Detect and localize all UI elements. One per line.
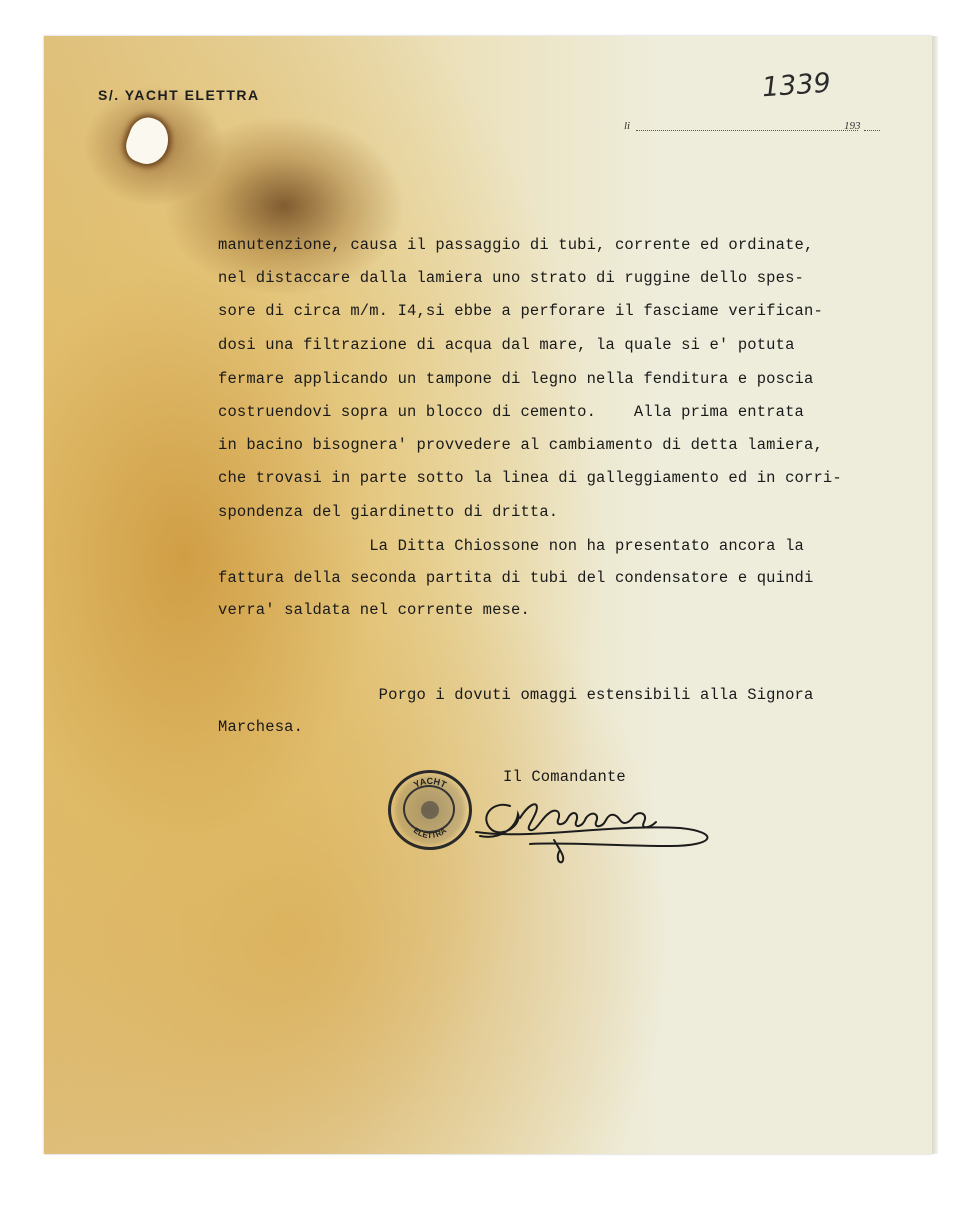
svg-text:YACHT [412, 776, 448, 790]
date-year-label: 193 [844, 120, 861, 132]
stamp-bottom-text: ELETTRA [411, 825, 449, 841]
burn-hole [121, 113, 174, 170]
closing-line: Marchesa. [218, 718, 304, 736]
signature-title: Il Comandante [503, 768, 626, 786]
stamp-top-text: YACHT [412, 775, 448, 790]
body-line: nel distaccare dalla lamiera uno strato di ruggine dello spes- [218, 269, 804, 287]
stamp-text [391, 773, 469, 847]
body-line: La Ditta Chiossone non ha presentato ancora la [218, 537, 804, 555]
date-line [624, 120, 884, 136]
handwritten-signature [470, 788, 720, 868]
body-line: verra' saldata nel corrente mese. [218, 601, 530, 619]
body-line: che trovasi in parte sotto la linea di galleggiamento ed in corri- [218, 469, 842, 487]
body-line: manutenzione, causa il passaggio di tubi, corrente ed ordinate, [218, 236, 814, 254]
svg-text:ELETTRA [412, 826, 448, 840]
date-dotted-line-end [864, 130, 880, 131]
yacht-stamp [388, 770, 472, 850]
archive-number: 1339 [761, 67, 832, 104]
body-line: spondenza del giardinetto di dritta. [218, 503, 559, 521]
letter-sheet [44, 36, 932, 1154]
body-line: costruendovi sopra un blocco di cemento. Alla prima entrata [218, 403, 804, 421]
date-dotted-line [636, 130, 858, 131]
letterhead-title: S/. YACHT ELETTRA [98, 87, 260, 103]
body-line: fermare applicando un tampone di legno nella fenditura e poscia [218, 370, 814, 388]
body-line: fattura della seconda partita di tubi del condensatore e quindi [218, 569, 814, 587]
body-line: dosi una filtrazione di acqua dal mare, la quale si e' potuta [218, 336, 795, 354]
date-li-label: li [624, 120, 631, 132]
body-line: in bacino bisognera' provvedere al cambiamento di detta lamiera, [218, 436, 823, 454]
body-line: sore di circa m/m. I4,si ebbe a perforare il fasciame verifican- [218, 302, 823, 320]
page-edge [932, 36, 938, 1154]
closing-line: Porgo i dovuti omaggi estensibili alla Signora [218, 686, 814, 704]
